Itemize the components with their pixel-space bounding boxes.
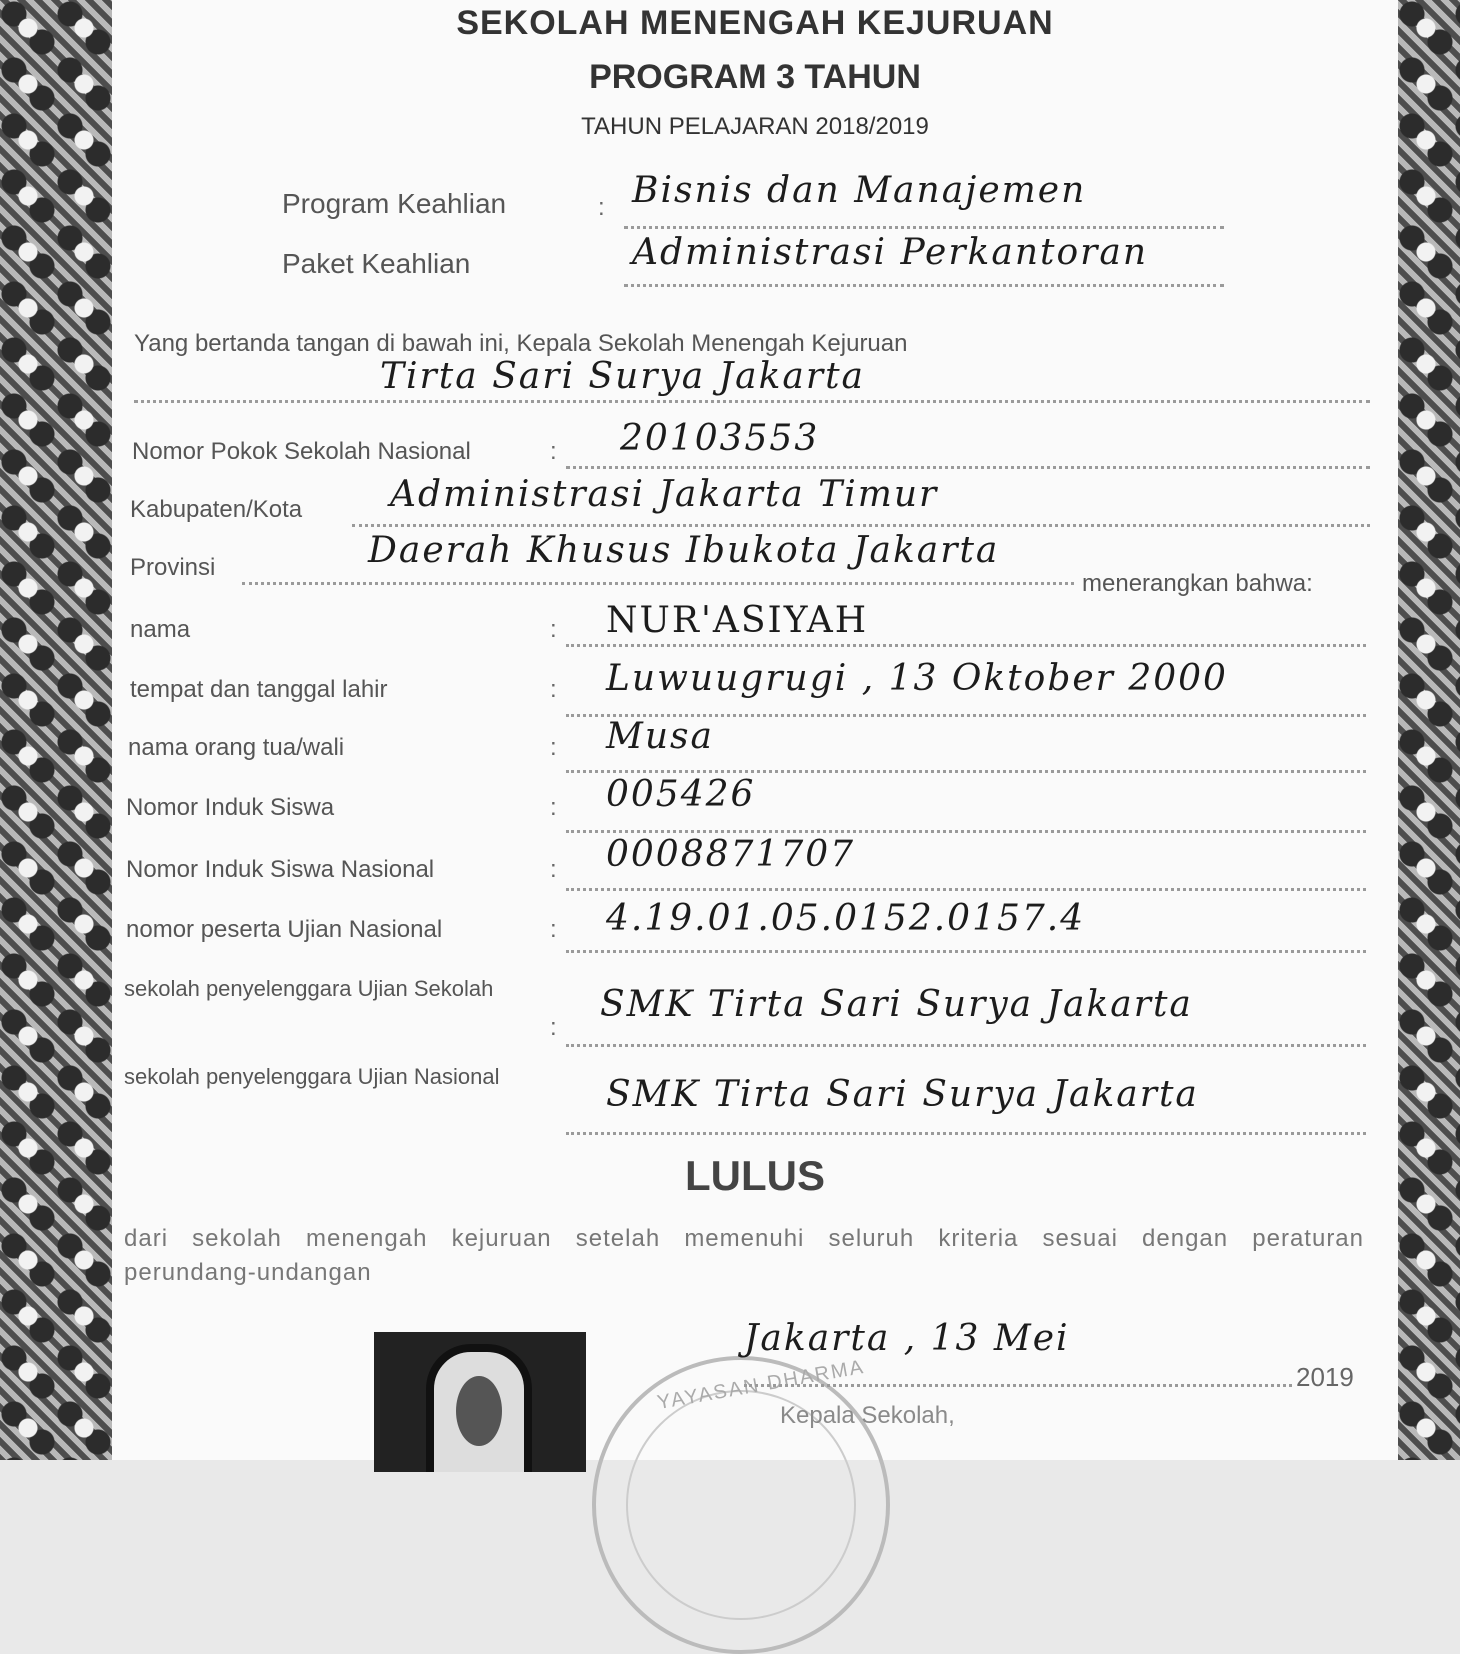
ornamental-border-right — [1398, 0, 1460, 1460]
ornamental-border-left — [0, 0, 112, 1460]
dotted-line — [352, 524, 1370, 527]
paket-keahlian-label: Paket Keahlian — [282, 248, 471, 279]
photo-face — [456, 1376, 502, 1446]
student-photo — [374, 1332, 586, 1472]
colon: : — [550, 856, 557, 883]
certificate-page — [112, 0, 1398, 1460]
dotted-line — [566, 1044, 1366, 1047]
npsn-label: Nomor Pokok Sekolah Nasional — [132, 438, 471, 465]
nis-value: 005426 — [606, 774, 756, 815]
academic-year: TAHUN PELAJARAN 2018/2019 — [581, 113, 929, 140]
nama-value: NUR'ASIYAH — [606, 600, 869, 641]
dotted-line — [566, 1132, 1366, 1135]
school-name: Tirta Sari Surya Jakarta — [380, 356, 866, 397]
ttl-value: Luwuugrugi , 13 Oktober 2000 — [606, 658, 1228, 699]
colon: : — [550, 1014, 557, 1041]
colon: : — [550, 438, 557, 465]
colon: : — [550, 916, 557, 943]
npsn-value: 20103553 — [620, 418, 820, 459]
program-duration: PROGRAM 3 TAHUN — [589, 58, 921, 96]
dotted-line — [242, 582, 1074, 585]
ortu-label: nama orang tua/wali — [128, 734, 345, 761]
dotted-line — [566, 888, 1366, 891]
graduation-status: LULUS — [685, 1152, 825, 1199]
paket-keahlian-value: Administrasi Perkantoran — [632, 232, 1149, 273]
signature-year: 2019 — [1296, 1362, 1354, 1392]
dotted-line — [624, 226, 1224, 229]
nisn-value: 0008871707 — [606, 834, 856, 875]
sekolah-un-label: sekolah penyelenggara Ujian Nasional — [124, 1064, 500, 1089]
graduation-statement: dari sekolah menengah kejuruan setelah memenuhi seluruh kriteria sesuai dengan peraturan perundang-undangan — [124, 1225, 1364, 1286]
photo-portrait — [426, 1344, 532, 1472]
colon: : — [550, 734, 557, 761]
sekolah-us-value: SMK Tirta Sari Surya Jakarta — [600, 984, 1193, 1025]
dotted-line — [566, 466, 1370, 469]
colon: : — [598, 194, 605, 221]
school-seal — [592, 1356, 890, 1654]
dotted-line — [566, 770, 1366, 773]
sekolah-us-label: sekolah penyelenggara Ujian Sekolah — [124, 976, 494, 1001]
ortu-value: Musa — [606, 716, 714, 757]
dotted-line — [566, 830, 1366, 833]
nama-label: nama — [130, 616, 191, 643]
provinsi-value: Daerah Khusus Ibukota Jakarta — [368, 530, 1000, 571]
nisn-label: Nomor Induk Siswa Nasional — [126, 856, 435, 883]
colon: : — [550, 676, 557, 703]
place-date: Jakarta , 13 Mei — [744, 1318, 1070, 1359]
sekolah-un-value: SMK Tirta Sari Surya Jakarta — [606, 1074, 1199, 1115]
nis-label: Nomor Induk Siswa — [126, 794, 335, 821]
menerangkan-text: menerangkan bahwa: — [1082, 570, 1313, 597]
dotted-line — [744, 1384, 1292, 1387]
kota-label: Kabupaten/Kota — [130, 496, 303, 523]
seal-text: YAYASAN DHARMA — [655, 1355, 867, 1415]
peserta-un-label: nomor peserta Ujian Nasional — [126, 916, 443, 943]
dotted-line — [566, 950, 1366, 953]
provinsi-label: Provinsi — [130, 554, 216, 581]
kota-value: Administrasi Jakarta Timur — [390, 474, 939, 515]
dotted-line — [624, 284, 1224, 287]
colon: : — [550, 616, 557, 643]
peserta-un-value: 4.19.01.05.0152.0157.4 — [606, 898, 1086, 939]
program-keahlian-value: Bisnis dan Manajemen — [632, 170, 1087, 211]
dotted-line — [566, 644, 1366, 647]
program-keahlian-label: Program Keahlian — [282, 188, 507, 219]
ttl-label: tempat dan tanggal lahir — [130, 676, 388, 703]
certificate-title: SEKOLAH MENENGAH KEJURUAN — [456, 4, 1054, 42]
colon: : — [550, 794, 557, 821]
kepala-sekolah-title: Kepala Sekolah, — [780, 1402, 955, 1429]
intro-text: Yang bertanda tangan di bawah ini, Kepala Sekolah Menengah Kejuruan — [134, 330, 908, 357]
dotted-line — [134, 400, 1370, 403]
